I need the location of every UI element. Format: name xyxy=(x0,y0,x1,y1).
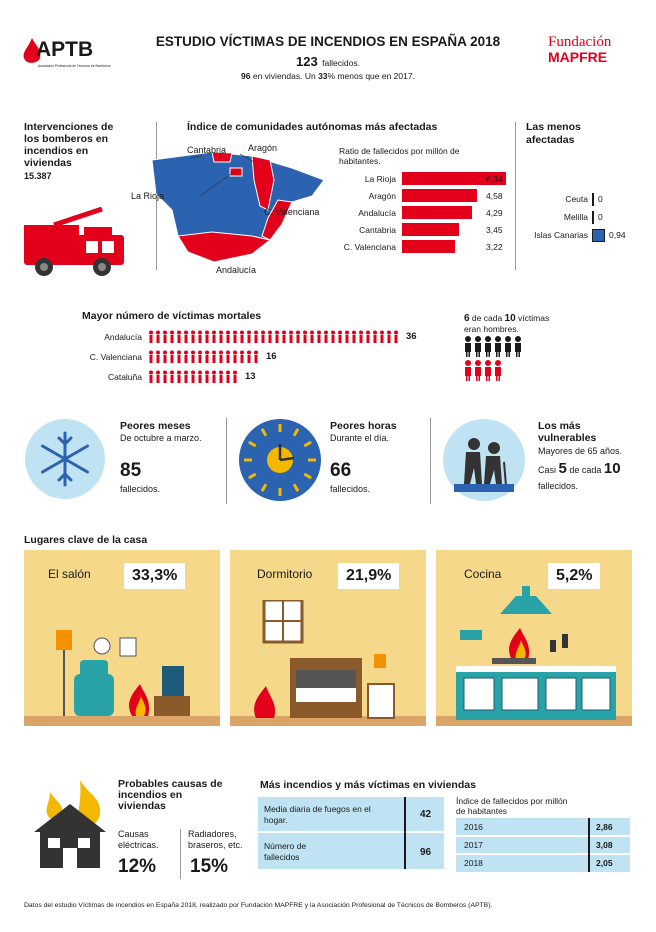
divider xyxy=(226,418,227,504)
months-title: Peores meses xyxy=(120,420,191,432)
map-label-la-rioja: La Rioja xyxy=(131,191,165,201)
places-title: Lugares clave de la casa xyxy=(24,534,148,546)
map-label-andalucia: Andalucía xyxy=(216,265,257,275)
vuln-sub: Mayores de 65 años. xyxy=(538,446,623,456)
death-value: 16 xyxy=(266,351,277,362)
bedroom-icon xyxy=(250,600,420,720)
person-icon xyxy=(289,331,293,344)
person-icon xyxy=(219,331,223,344)
fire-truck-icon xyxy=(24,205,124,277)
person-icon xyxy=(163,351,167,364)
person-icon xyxy=(317,331,321,344)
person-icon xyxy=(247,351,251,364)
stat-2-label: Número de fallecidos xyxy=(264,841,307,862)
spain-map-icon xyxy=(142,140,332,272)
person-icon xyxy=(205,331,209,344)
least-bar-chart xyxy=(520,193,640,245)
person-icon xyxy=(247,331,251,344)
least-bar xyxy=(592,229,605,242)
least-label: Ceuta xyxy=(565,194,588,204)
least-bar xyxy=(592,211,594,224)
map-label-aragon: Aragón xyxy=(248,143,278,153)
fundacion-logo xyxy=(548,34,638,65)
person-icon xyxy=(170,351,174,364)
more-title: Más incendios y más víctimas en viviendas xyxy=(260,779,476,791)
men-c: 10 xyxy=(504,313,516,324)
person-icon xyxy=(331,331,335,344)
person-icon xyxy=(191,351,195,364)
sub-a: 96 xyxy=(241,71,251,81)
person-icon xyxy=(198,351,202,364)
divider xyxy=(180,829,181,879)
fundacion-line1: Fundación xyxy=(548,34,612,50)
bar xyxy=(402,206,472,219)
cause-1-value: 12% xyxy=(118,856,157,877)
room-pct: 21,9% xyxy=(338,563,399,589)
months-label: fallecidos. xyxy=(120,484,161,494)
person-icon xyxy=(156,351,160,364)
person-icon xyxy=(240,351,244,364)
person-icon xyxy=(268,331,272,344)
man-icon xyxy=(495,336,501,357)
subtitle-line xyxy=(0,71,656,81)
person-icon xyxy=(191,371,195,384)
pictogram-row xyxy=(148,350,260,364)
year-table xyxy=(456,818,630,872)
burning-house-icon xyxy=(30,780,110,870)
kitchen-icon xyxy=(452,586,622,720)
year-value: 2,05 xyxy=(596,858,613,868)
person-icon xyxy=(177,331,181,344)
hours-value: 66 xyxy=(330,460,352,481)
room-dormitorio xyxy=(230,550,426,726)
room-cocina xyxy=(436,550,632,726)
hours-title: Peores horas xyxy=(330,420,397,432)
sub-c: 33 xyxy=(318,71,328,81)
elderly-icon xyxy=(442,418,526,502)
person-icon xyxy=(233,331,237,344)
man-icon xyxy=(505,336,511,357)
person-icon xyxy=(212,331,216,344)
room-pct: 5,2% xyxy=(548,563,600,589)
cause-1-label: Causas eléctricas. xyxy=(118,829,159,850)
index-title: Índice de comunidades autónomas más afectadas xyxy=(187,121,438,133)
vuln-label: fallecidos. xyxy=(538,481,579,491)
person-icon xyxy=(219,351,223,364)
person-icon xyxy=(233,371,237,384)
bar-value: 4,58 xyxy=(486,191,503,201)
person-icon xyxy=(156,371,160,384)
hours-label: fallecidos. xyxy=(330,484,371,494)
room-salon xyxy=(24,550,220,726)
deaths-title: Mayor número de víctimas mortales xyxy=(82,310,262,322)
months-value: 85 xyxy=(120,460,142,481)
person-icon xyxy=(177,371,181,384)
room-label: Dormitorio xyxy=(257,567,313,581)
deaths-chart xyxy=(70,330,430,388)
col-separator xyxy=(588,818,590,872)
person-icon xyxy=(184,351,188,364)
least-bar xyxy=(592,193,594,206)
person-icon xyxy=(191,331,195,344)
person-icon xyxy=(338,331,342,344)
row-separator xyxy=(258,831,444,833)
snowflake-icon xyxy=(24,418,106,500)
pictogram-row xyxy=(148,330,400,344)
person-icon xyxy=(198,331,202,344)
men-a: 6 xyxy=(464,313,470,324)
person-icon xyxy=(296,331,300,344)
person-icon xyxy=(184,331,188,344)
sub-b: en viviendas. Un xyxy=(250,71,319,81)
vuln-b: 5 xyxy=(558,460,567,477)
stat-2-value: 96 xyxy=(420,847,432,858)
vuln-d: 10 xyxy=(603,460,621,477)
living-room-icon xyxy=(44,630,214,720)
men-b: de cada xyxy=(469,313,505,323)
aptb-text: APTB xyxy=(36,38,94,61)
least-value: 0 xyxy=(598,194,603,204)
bar xyxy=(402,189,477,202)
men-d: víctimas xyxy=(515,313,550,323)
bar-value: 3,22 xyxy=(486,242,503,252)
death-value: 13 xyxy=(245,371,256,382)
cause-2-value: 15% xyxy=(190,856,229,877)
person-icon xyxy=(352,331,356,344)
page-title: ESTUDIO VÍCTIMAS DE INCENDIOS EN ESPAÑA 2018 xyxy=(155,34,501,49)
person-icon xyxy=(226,371,230,384)
interventions-value: 15.387 xyxy=(24,171,52,181)
woman-icon xyxy=(485,360,491,381)
footer-note: Datos del estudio Víctimas de incendios en España 2018, realizado por Fundación MAPFRE y la Asociación Profesional de Técnicos de Bomberos (APTB). xyxy=(24,902,493,909)
col-separator xyxy=(404,797,406,869)
sub-d: % menos que en 2017. xyxy=(327,71,415,81)
vuln-a: Casi xyxy=(538,465,559,475)
aptb-subtitle: Asociación Profesional de Técnicos de Bomberos xyxy=(38,64,111,68)
death-label: C. Valenciana xyxy=(89,352,142,362)
person-icon xyxy=(170,371,174,384)
room-pct: 33,3% xyxy=(124,563,185,589)
divider xyxy=(515,122,516,270)
year-label: 2017 xyxy=(464,840,483,850)
stat-1-label: Media diaria de fuegos en el hogar. xyxy=(264,804,371,825)
woman-icon xyxy=(475,360,481,381)
total-value: 123 xyxy=(296,54,318,69)
death-value: 36 xyxy=(406,331,417,342)
year-label: 2018 xyxy=(464,858,483,868)
idx-title: Índice de fallecidos por millón de habitantes xyxy=(456,796,568,816)
person-icon xyxy=(240,331,244,344)
least-value: 0,94 xyxy=(609,230,626,240)
causes-title: Probables causas de incendios en viviendas xyxy=(118,778,223,812)
cause-2-label: Radiadores, braseros, etc. xyxy=(188,829,243,850)
bar xyxy=(402,223,459,236)
least-title: Las menos afectadas xyxy=(526,121,581,146)
people-icons xyxy=(464,336,544,384)
divider xyxy=(430,418,431,504)
person-icon xyxy=(380,331,384,344)
person-icon xyxy=(387,331,391,344)
row-separator xyxy=(456,835,630,837)
man-icon xyxy=(475,336,481,357)
vuln-title: Los más vulnerables xyxy=(538,420,597,444)
vuln-c: de cada xyxy=(566,465,604,475)
months-sub: De octubre a marzo. xyxy=(120,433,202,443)
total-label: fallecidos. xyxy=(322,58,360,68)
person-icon xyxy=(345,331,349,344)
fundacion-line2: MAPFRE xyxy=(548,49,608,65)
person-icon xyxy=(359,331,363,344)
bar-label: La Rioja xyxy=(364,174,396,184)
map-label-cantabria: Cantabria xyxy=(187,145,227,155)
index-bar-chart xyxy=(324,172,514,257)
woman-icon xyxy=(495,360,501,381)
room-label: El salón xyxy=(48,567,91,581)
person-icon xyxy=(212,351,216,364)
person-icon xyxy=(373,331,377,344)
room-label: Cocina xyxy=(464,567,502,581)
men-ratio xyxy=(464,313,549,334)
interventions-title: Intervenciones de los bomberos en incendios en viviendas xyxy=(24,121,114,169)
person-icon xyxy=(254,351,258,364)
person-icon xyxy=(233,351,237,364)
year-value: 3,08 xyxy=(596,840,613,850)
bar-value: 4,29 xyxy=(486,208,503,218)
person-icon xyxy=(310,331,314,344)
person-icon xyxy=(275,331,279,344)
vuln-ratio xyxy=(538,460,621,477)
person-icon xyxy=(198,371,202,384)
person-icon xyxy=(226,351,230,364)
least-label: Melilla xyxy=(563,212,588,222)
man-icon xyxy=(465,336,471,357)
bar-value: 3,45 xyxy=(486,225,503,235)
stat-1-value: 42 xyxy=(420,809,432,820)
person-icon xyxy=(324,331,328,344)
man-icon xyxy=(515,336,521,357)
person-icon xyxy=(226,331,230,344)
death-label: Cataluña xyxy=(107,372,142,382)
man-icon xyxy=(485,336,491,357)
bar-label: C. Valenciana xyxy=(343,242,396,252)
bar-label: Cantabria xyxy=(359,225,396,235)
person-icon xyxy=(366,331,370,344)
person-icon xyxy=(170,331,174,344)
person-icon xyxy=(177,351,181,364)
stats-table xyxy=(258,797,444,869)
bar-label: Andalucía xyxy=(358,208,396,218)
person-icon xyxy=(163,331,167,344)
person-icon xyxy=(261,331,265,344)
ratio-label: Ratio de fallecidos por millón de habitantes. xyxy=(339,146,460,166)
men-e: eran hombres. xyxy=(464,324,519,334)
year-value: 2,86 xyxy=(596,822,613,832)
woman-icon xyxy=(465,360,471,381)
person-icon xyxy=(205,351,209,364)
death-label: Andalucía xyxy=(104,332,142,342)
pictogram-row xyxy=(148,370,239,384)
clock-sun-icon xyxy=(238,418,322,502)
person-icon xyxy=(303,331,307,344)
person-icon xyxy=(149,331,153,344)
map-label-c-valenciana: C. Valenciana xyxy=(264,207,320,217)
least-value: 0 xyxy=(598,212,603,222)
person-icon xyxy=(149,351,153,364)
year-label: 2016 xyxy=(464,822,483,832)
person-icon xyxy=(149,371,153,384)
bar-label: Aragón xyxy=(368,191,396,201)
person-icon xyxy=(156,331,160,344)
person-icon xyxy=(205,371,209,384)
person-icon xyxy=(212,371,216,384)
person-icon xyxy=(184,371,188,384)
person-icon xyxy=(394,331,398,344)
person-icon xyxy=(163,371,167,384)
bar-value: 6,34 xyxy=(486,174,503,184)
bar xyxy=(402,240,455,253)
row-separator xyxy=(456,853,630,855)
hours-sub: Durante el día. xyxy=(330,433,390,443)
person-icon xyxy=(282,331,286,344)
person-icon xyxy=(219,371,223,384)
least-label: Islas Canarias xyxy=(534,230,588,240)
person-icon xyxy=(254,331,258,344)
